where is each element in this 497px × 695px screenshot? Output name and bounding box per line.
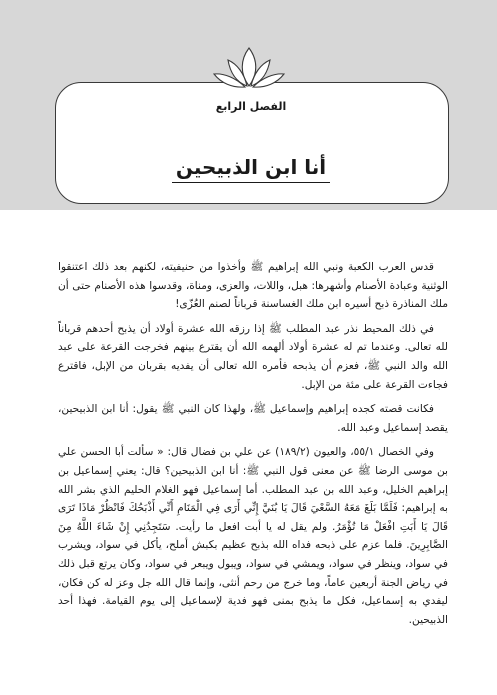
paragraph: فكانت قصته كجده إبراهيم وإسماعيل ﷺ، ولهذا كان النبي ﷺ يقول: أنا ابن الذبيحين، يقصد إسماعيل وعبد الله. bbox=[58, 403, 448, 434]
chapter-label: الفصل الرابع bbox=[215, 100, 287, 113]
paragraph: قدس العرب الكعبة ونبي الله إبراهيم ﷺ وأخذوا من حنيفيته، لكنهم بعد ذلك اعتنقوا الوثنية وعبادة الأصنام وأشهرها: هبل، واللات، والعزى، ومناة، وقدسوا هذه الأصنام حتى أن ملك المناذرة ذبح أسيره ابن ملك الغساسنة قرباناً لصنم العُزّى! bbox=[58, 261, 448, 311]
chapter-title-text: أنا ابن الذبيحين bbox=[172, 155, 330, 183]
chapter-body bbox=[58, 258, 448, 635]
lotus-ornament-icon bbox=[206, 42, 292, 92]
chapter-title bbox=[55, 155, 447, 179]
paragraph: وفي الخصال ٥٥/١، والعيون (١٨٩/٢) عن علي بن فضال قال: « سألت أبا الحسن علي بن موسى الرضا ﷺ عن معنى قول النبي ﷺ: أنا ابن الذبيحين؟ قال: يعني إسماعيل بن إبراهيم الخليل، وعبد الله بن عبد المطلب. أما إسماعيل فهو الغلام الحليم الذي بشر الله به إبراهيم: فَلَمَّا بَلَغَ مَعَهُ السَّعْيَ قَالَ يَا بُنَيَّ إِنِّي أَرَى فِي الْمَنَامِ أَنِّي أَذْبَحُكَ فَانْظُرْ مَاذَا تَرَى قَالَ يَا أَبَتِ افْعَلْ مَا تُؤْمَرُ. ولم يقل له يا أبت افعل ما رأيت. سَتَجِدُنِي إِنْ شَاءَ اللَّهُ مِنَ الصَّابِرِينَ. فلما عزم على ذبحه فداه الله بذبح عظيم بكبش أملح، يأكل في سواد، ويشرب في سواد، وينظر في سواد، ويمشي في سواد، ويبول ويبعر في سواد، وكان يرتع قبل ذلك في رياض الجنة أربعين عاماً، وما خرج من رحم أنثى، وإنما قال الله جل وعز له كن فكان، ليفدي به إسماعيل، فكل ما يذبح بمنى فهو فدية لإسماعيل إلى يوم القيامة. فهذا أحد الذبيحين. bbox=[58, 446, 448, 626]
paragraph: في ذلك المحيط نذر عبد المطلب ﷺ إذا رزقه الله عشرة أولاد أن يذبح أحدهم قرباناً لله تعالى. وعندما تم له عشرة أولاد ألهمه الله أن يقترع بينهم فخرجت القرعة على عبد الله والد النبي ﷺ، فعزم أن يذبحه فأمره الله تعالى أن يفديه بقربان من الإبل، فاقترع فجاءت القرعة على مئة من الإبل. bbox=[58, 322, 448, 391]
